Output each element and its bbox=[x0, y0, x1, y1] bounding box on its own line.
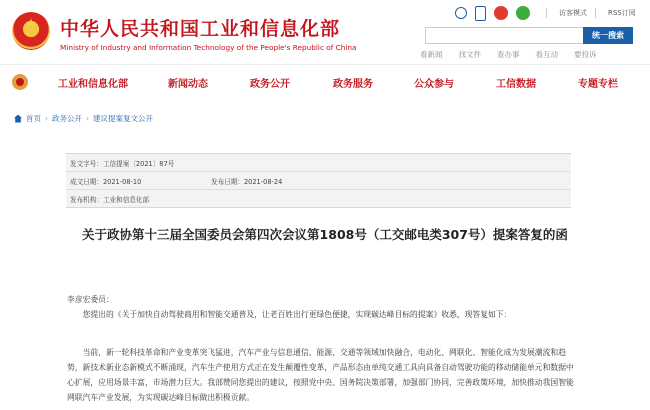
meta-divider bbox=[66, 189, 571, 190]
issuer-label: 发布机构： bbox=[70, 196, 103, 204]
breadcrumb-home[interactable]: 首页 bbox=[26, 114, 41, 123]
created-date: 2021-08-10 bbox=[102, 178, 142, 186]
site-header bbox=[0, 0, 650, 64]
site-title[interactable]: 中华人民共和国工业和信息化部 bbox=[60, 18, 341, 40]
quick-link-news[interactable]: 看新闻 bbox=[420, 50, 443, 59]
search-button[interactable]: 统一搜索 bbox=[583, 27, 633, 44]
nav-item-gov-affairs[interactable]: 政务公开 bbox=[250, 79, 290, 90]
nav-item-public-participation[interactable]: 公众参与 bbox=[414, 79, 454, 90]
published-date-label: 发布日期： bbox=[211, 178, 244, 186]
home-emblem-icon[interactable] bbox=[12, 74, 28, 90]
doc-number: 工信提案〔2021〕87号 bbox=[102, 160, 175, 168]
search-input[interactable] bbox=[425, 27, 583, 44]
nav-item-gov-services[interactable]: 政务服务 bbox=[333, 79, 373, 90]
mobile-icon[interactable] bbox=[475, 6, 486, 21]
chevron-right-icon: › bbox=[45, 114, 48, 123]
paragraph-2: 当前，新一轮科技革命和产业变革突飞猛进，汽车产业与信息通信、能源、交通等领域加快融合，电动化、网联化、智能化成为发展潮流和趋势，新技术新业态新模式不断涌现，汽车生产使用方式正在发生颠覆性变革，产品形态由单纯交通工具向具备自动驾驶功能的移动储能单元和数据中心扩展，应用场景丰富，市场潜力巨大。我部赞同您提出的建议，按照党中央、国务院决策部署，加强部门协同，完善政策环境，加快推动我国智能网联汽车产业发展，为实现碳达峰目标做出积极贡献。 bbox=[67, 348, 574, 402]
created-date-label: 成文日期： bbox=[70, 178, 103, 186]
weibo-icon[interactable] bbox=[494, 6, 508, 20]
doc-number-label: 发文字号： bbox=[70, 160, 103, 168]
nav-item-news[interactable]: 新闻动态 bbox=[168, 79, 208, 90]
issuer: 工业和信息化部 bbox=[102, 196, 150, 204]
breadcrumb bbox=[14, 113, 153, 124]
breadcrumb-proposal-replies[interactable]: 建议提案复文公开 bbox=[93, 114, 153, 123]
published-date: 2021-08-24 bbox=[243, 178, 283, 186]
quick-links bbox=[420, 49, 613, 60]
nav-item-data[interactable]: 工信数据 bbox=[496, 79, 536, 90]
breadcrumb-gov-affairs[interactable]: 政务公开 bbox=[52, 114, 82, 123]
toolbar-divider bbox=[595, 8, 596, 18]
top-toolbar bbox=[455, 5, 636, 21]
document-meta-table bbox=[66, 153, 571, 208]
wechat-icon[interactable] bbox=[516, 6, 530, 20]
salutation: 李彦宏委员： bbox=[67, 295, 114, 304]
quick-link-services[interactable]: 查办事 bbox=[497, 50, 520, 59]
accessibility-icon[interactable] bbox=[455, 7, 467, 19]
quick-link-files[interactable]: 找文件 bbox=[458, 50, 481, 59]
visitor-mode-link[interactable]: 访客模式 bbox=[559, 9, 587, 17]
quick-link-interaction[interactable]: 看互动 bbox=[535, 50, 558, 59]
chevron-right-icon: › bbox=[86, 114, 89, 123]
nav-item-ministry[interactable]: 工业和信息化部 bbox=[58, 79, 128, 90]
quick-link-complaint[interactable]: 要投诉 bbox=[574, 50, 597, 59]
emblem-star-icon: ★ bbox=[25, 16, 37, 30]
paragraph-1: 您提出的《关于加快自动驾驶商用和智能交通普及，让老百姓出行更绿色便捷，实现碳达峰目标的提案》收悉，现答复如下： bbox=[82, 310, 512, 319]
article-title: 关于政协第十三届全国委员会第四次会议第1808号（工交邮电类307号）提案答复的函 bbox=[82, 227, 568, 242]
rss-link[interactable]: RSS订阅 bbox=[608, 9, 636, 17]
main-nav bbox=[0, 64, 650, 103]
toolbar-divider bbox=[546, 8, 547, 18]
meta-divider bbox=[66, 171, 571, 172]
nav-item-special[interactable]: 专题专栏 bbox=[578, 79, 618, 90]
home-icon bbox=[14, 115, 22, 123]
site-subtitle: Ministry of Industry and Information Technology of the People's Republic of China bbox=[60, 43, 357, 52]
